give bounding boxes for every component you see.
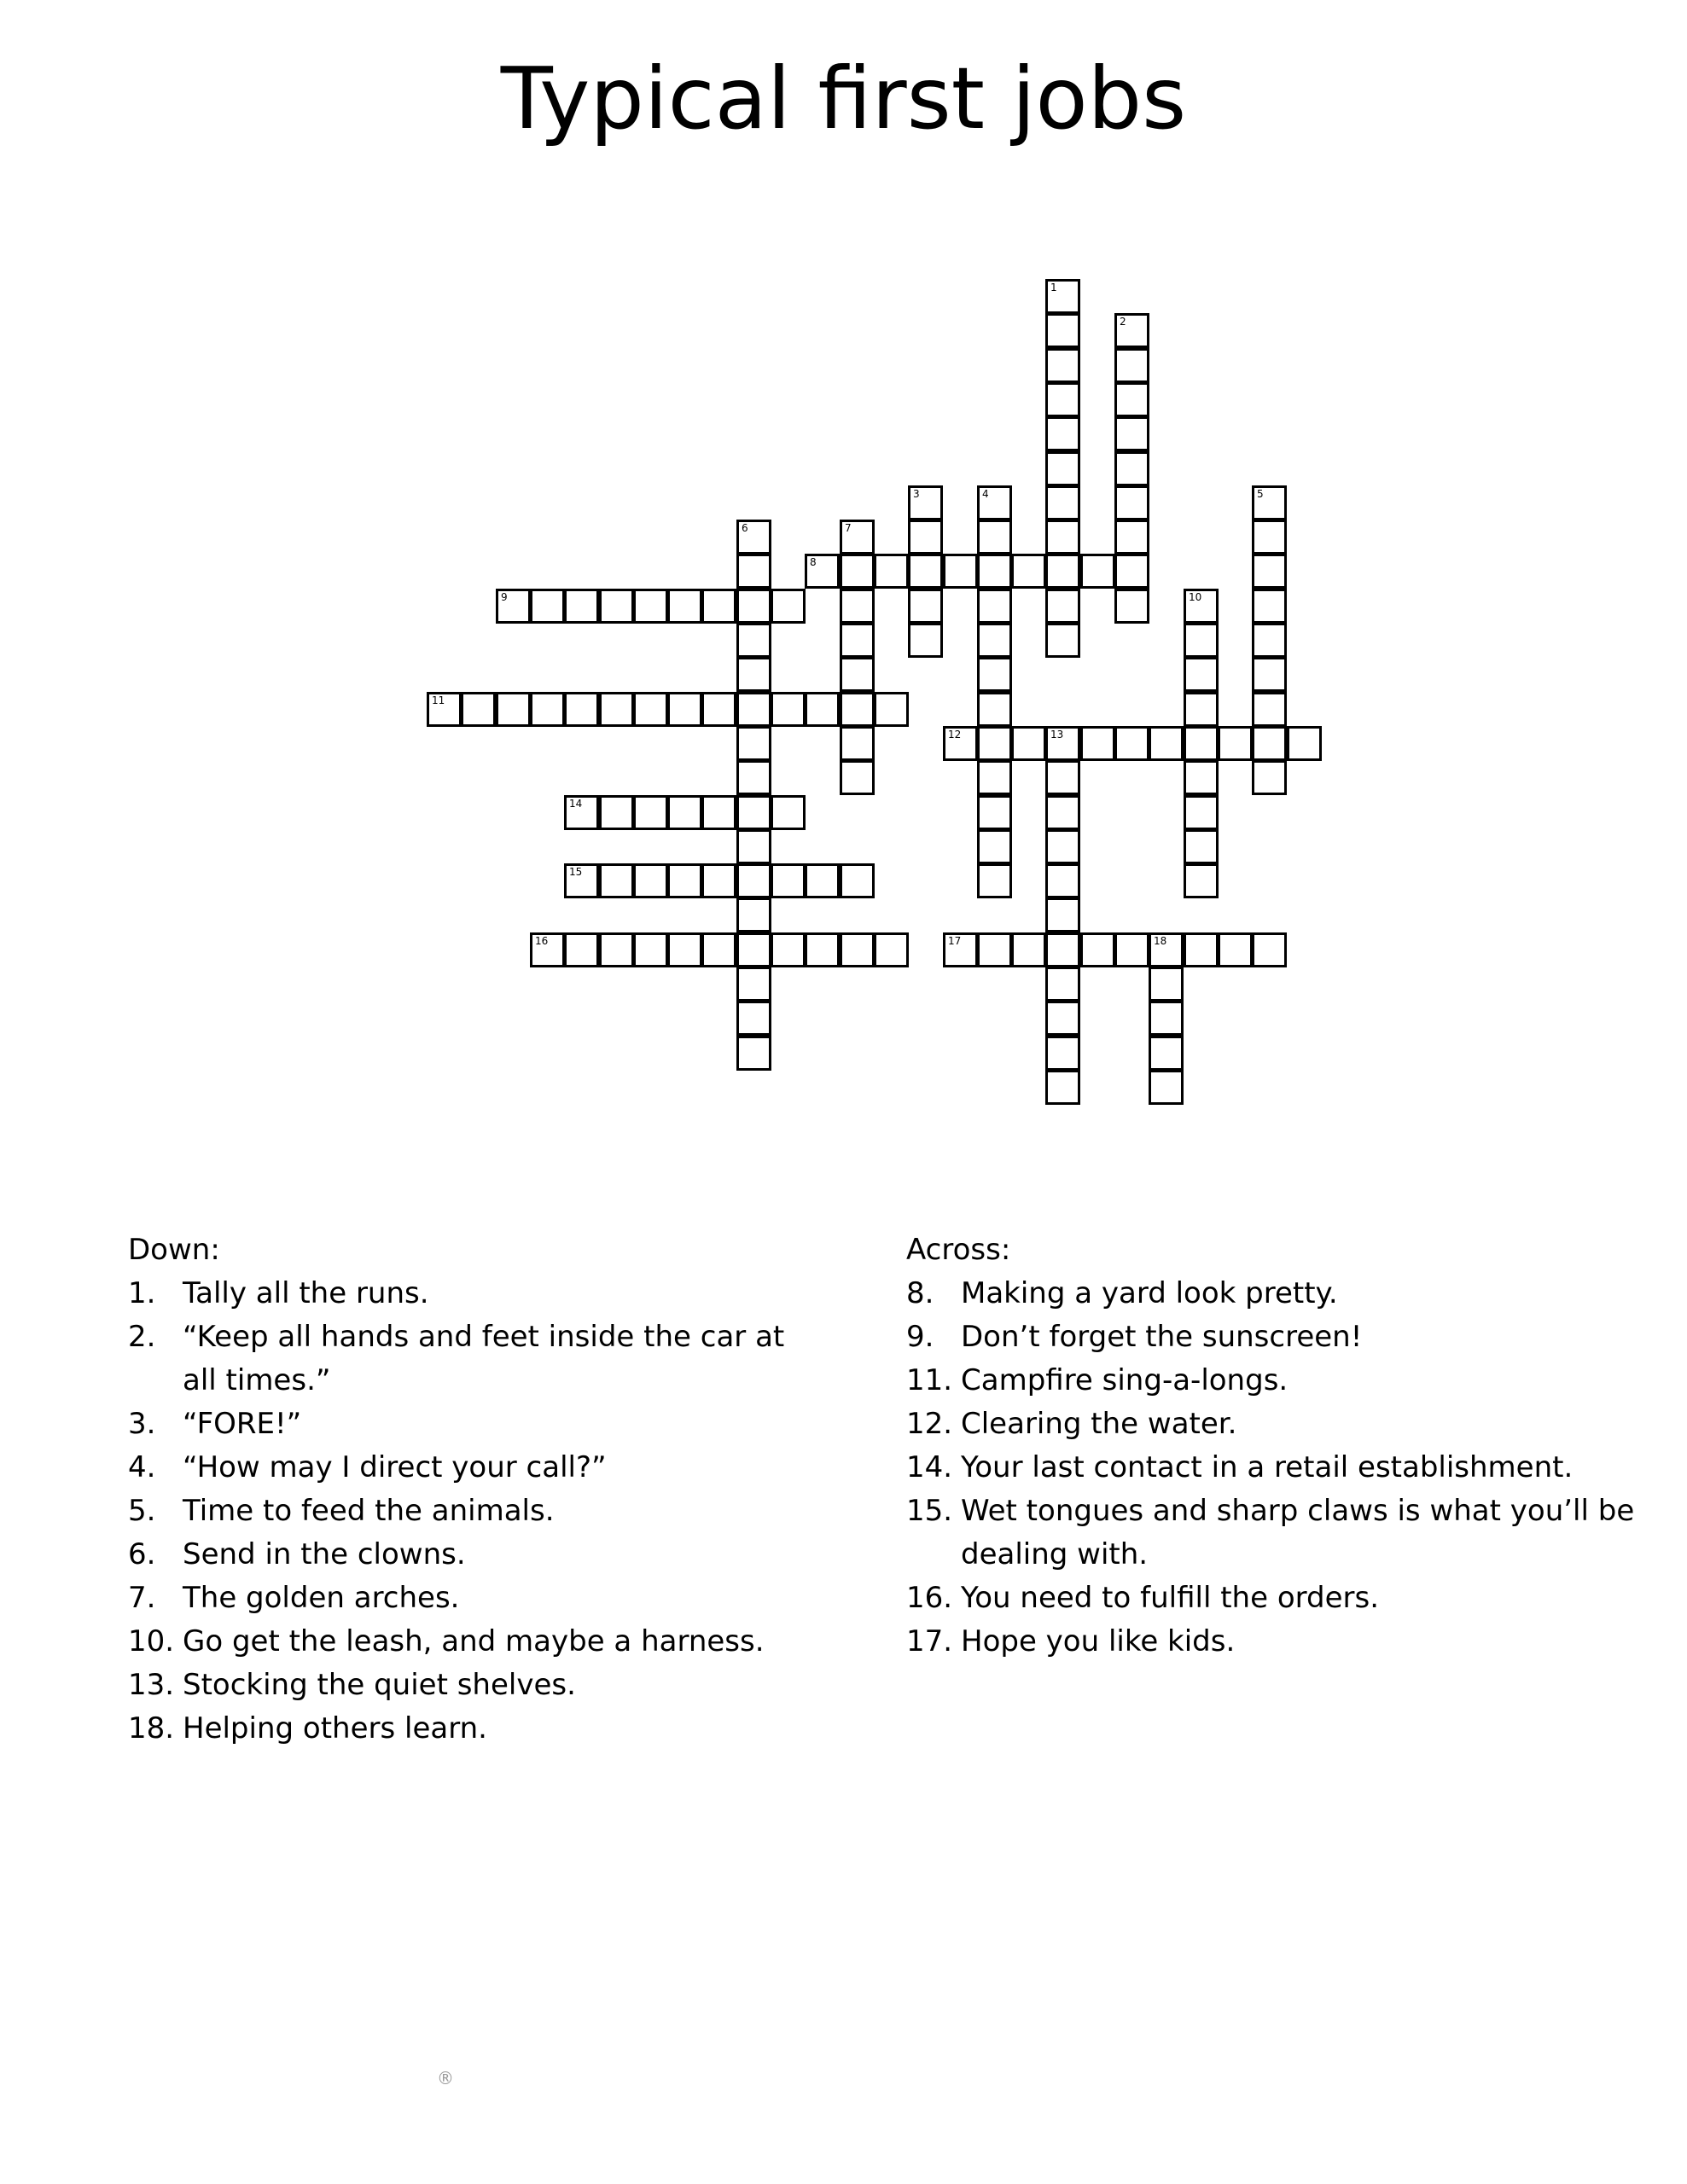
grid-cell[interactable] — [1045, 897, 1080, 932]
clue-item-number: 17. — [906, 1624, 953, 1658]
grid-cell[interactable] — [1149, 932, 1184, 967]
grid-cell[interactable] — [977, 657, 1012, 692]
grid-cell[interactable] — [1045, 313, 1080, 348]
clue-item — [128, 1620, 811, 1664]
grid-cell[interactable] — [977, 795, 1012, 830]
clue-number: 16 — [535, 935, 549, 947]
clue-item-text: Send in the clowns. — [183, 1537, 466, 1571]
clue-item — [128, 1577, 811, 1620]
grid-cell[interactable] — [805, 932, 840, 967]
grid-cell[interactable] — [1011, 932, 1046, 967]
clue-item-text: Don’t forget the sunscreen! — [961, 1320, 1363, 1354]
clue-number: 8 — [810, 556, 817, 568]
grid-cell[interactable] — [736, 863, 771, 898]
grid-cell[interactable] — [530, 589, 565, 624]
clue-item-text: Your last contact in a retail establishment. — [961, 1450, 1574, 1484]
clue-item-text: “How may I direct your call?” — [183, 1450, 607, 1484]
grid-cell[interactable] — [736, 932, 771, 967]
grid-cell[interactable] — [1114, 416, 1149, 451]
grid-cell[interactable] — [840, 692, 875, 727]
grid-cell[interactable] — [1149, 726, 1184, 761]
grid-cell[interactable] — [1045, 967, 1080, 1002]
clue-item-text: Time to feed the animals. — [183, 1494, 555, 1528]
grid-cell[interactable] — [564, 589, 599, 624]
grid-cell[interactable] — [701, 863, 736, 898]
grid-cell[interactable] — [977, 726, 1012, 761]
grid-cell[interactable] — [530, 692, 565, 727]
page-title: Typical first jobs — [500, 49, 1187, 148]
grid-cell[interactable] — [977, 589, 1012, 624]
clue-item-text: “FORE!” — [183, 1407, 302, 1441]
clue-item — [906, 1490, 1640, 1577]
grid-cell[interactable] — [908, 623, 943, 658]
grid-cell[interactable] — [1252, 554, 1287, 589]
grid-cell[interactable] — [1184, 623, 1219, 658]
grid-cell[interactable] — [874, 932, 909, 967]
grid-cell[interactable] — [977, 932, 1012, 967]
grid-cell[interactable] — [1184, 692, 1219, 727]
grid-cell[interactable] — [633, 863, 668, 898]
grid-cell[interactable] — [1184, 589, 1219, 624]
grid-cell[interactable] — [1252, 692, 1287, 727]
grid-cell[interactable] — [840, 589, 875, 624]
grid-cell[interactable] — [977, 520, 1012, 555]
grid-cell[interactable] — [1114, 520, 1149, 555]
clue-number: 9 — [501, 591, 508, 603]
clue-number: 2 — [1120, 316, 1126, 328]
clue-item — [906, 1403, 1640, 1446]
grid-cell[interactable] — [1045, 485, 1080, 520]
grid-cell[interactable] — [1252, 726, 1287, 761]
grid-cell[interactable] — [736, 795, 771, 830]
grid-cell[interactable] — [1184, 829, 1219, 864]
grid-cell[interactable] — [667, 692, 702, 727]
grid-cell[interactable] — [1114, 313, 1149, 348]
clue-item-text: Campfire sing-a-longs. — [961, 1363, 1289, 1397]
grid-cell[interactable] — [599, 932, 634, 967]
clue-number: 5 — [1257, 488, 1264, 500]
clue-number: 15 — [569, 866, 583, 878]
grid-cell[interactable] — [977, 829, 1012, 864]
grid-cell[interactable] — [633, 795, 668, 830]
grid-cell[interactable] — [1149, 1001, 1184, 1036]
grid-cell[interactable] — [1252, 485, 1287, 520]
clue-number: 13 — [1050, 729, 1064, 741]
clue-number: 6 — [742, 522, 748, 534]
grid-cell[interactable] — [1080, 726, 1115, 761]
clue-item — [128, 1664, 811, 1707]
grid-cell[interactable] — [1184, 657, 1219, 692]
grid-cell[interactable] — [1045, 829, 1080, 864]
grid-cell[interactable] — [564, 795, 599, 830]
grid-cell[interactable] — [736, 897, 771, 932]
grid-cell[interactable] — [736, 589, 771, 624]
clue-item — [906, 1316, 1640, 1359]
grid-cell[interactable] — [701, 692, 736, 727]
grid-cell[interactable] — [840, 726, 875, 761]
grid-cell[interactable] — [1045, 795, 1080, 830]
grid-cell[interactable] — [1045, 279, 1080, 314]
clue-item-text: Stocking the quiet shelves. — [183, 1668, 576, 1702]
grid-cell[interactable] — [977, 623, 1012, 658]
clue-number: 1 — [1050, 282, 1057, 293]
clue-item-number: 13. — [128, 1668, 175, 1702]
grid-cell[interactable] — [1184, 795, 1219, 830]
clue-item-text: Helping others learn. — [183, 1711, 487, 1745]
grid-cell[interactable] — [977, 692, 1012, 727]
grid-cell[interactable] — [701, 795, 736, 830]
clue-item-text: The golden arches. — [183, 1581, 460, 1615]
clue-item-number: 7. — [128, 1581, 156, 1615]
grid-cell[interactable] — [805, 554, 840, 589]
clue-number: 10 — [1189, 591, 1202, 603]
grid-cell[interactable] — [1045, 1070, 1080, 1105]
grid-cell[interactable] — [771, 932, 806, 967]
clue-item-number: 4. — [128, 1450, 156, 1484]
grid-cell[interactable] — [840, 932, 875, 967]
clue-item-text: Making a yard look pretty. — [961, 1276, 1338, 1310]
grid-cell[interactable] — [1252, 932, 1287, 967]
grid-cell[interactable] — [1184, 726, 1219, 761]
grid-cell[interactable] — [908, 520, 943, 555]
down-clues — [128, 1228, 811, 1751]
clue-item-number: 9. — [906, 1320, 934, 1354]
grid-cell[interactable] — [977, 863, 1012, 898]
grid-cell[interactable] — [1045, 1001, 1080, 1036]
grid-cell[interactable] — [1045, 760, 1080, 795]
clue-item-number: 15. — [906, 1494, 953, 1528]
grid-cell[interactable] — [840, 520, 875, 555]
clue-item-number: 14. — [906, 1450, 953, 1484]
clue-item — [128, 1533, 811, 1577]
grid-cell[interactable] — [1114, 589, 1149, 624]
grid-cell[interactable] — [1184, 932, 1219, 967]
clue-item-number: 12. — [906, 1407, 953, 1441]
grid-cell[interactable] — [599, 692, 634, 727]
across-clues — [906, 1228, 1640, 1664]
grid-cell[interactable] — [701, 589, 736, 624]
across-clue-list — [906, 1272, 1640, 1664]
clue-number: 3 — [913, 488, 920, 500]
grid-cell[interactable] — [736, 520, 771, 555]
grid-cell[interactable] — [1045, 382, 1080, 417]
clue-item — [128, 1707, 811, 1751]
grid-cell[interactable] — [874, 692, 909, 727]
grid-cell[interactable] — [1218, 726, 1253, 761]
clue-item-number: 16. — [906, 1581, 953, 1615]
grid-cell[interactable] — [1252, 623, 1287, 658]
grid-cell[interactable] — [736, 829, 771, 864]
grid-cell[interactable] — [874, 554, 909, 589]
grid-cell[interactable] — [1252, 520, 1287, 555]
grid-cell[interactable] — [805, 863, 840, 898]
grid-cell[interactable] — [1045, 932, 1080, 967]
grid-cell[interactable] — [771, 795, 806, 830]
grid-cell[interactable] — [1011, 726, 1046, 761]
grid-cell[interactable] — [943, 726, 978, 761]
clue-item-text: Tally all the runs. — [183, 1276, 429, 1310]
grid-cell[interactable] — [599, 795, 634, 830]
clue-item-text: Hope you like kids. — [961, 1624, 1236, 1658]
clue-item — [906, 1359, 1640, 1403]
clue-number: 17 — [948, 935, 962, 947]
clue-item — [906, 1272, 1640, 1316]
clue-item-number: 6. — [128, 1537, 156, 1571]
grid-cell[interactable] — [633, 589, 668, 624]
grid-cell[interactable] — [1114, 485, 1149, 520]
grid-cell[interactable] — [1114, 382, 1149, 417]
grid-cell[interactable] — [564, 932, 599, 967]
grid-cell[interactable] — [1252, 657, 1287, 692]
grid-cell[interactable] — [736, 967, 771, 1002]
clue-number: 18 — [1154, 935, 1167, 947]
grid-cell[interactable] — [1045, 451, 1080, 486]
clue-number: 4 — [982, 488, 989, 500]
grid-cell[interactable] — [1045, 623, 1080, 658]
clue-number: 14 — [569, 798, 583, 810]
grid-cell[interactable] — [1045, 554, 1080, 589]
grid-cell[interactable] — [427, 692, 462, 727]
grid-cell[interactable] — [1149, 967, 1184, 1002]
grid-cell[interactable] — [633, 692, 668, 727]
grid-cell[interactable] — [771, 692, 806, 727]
grid-cell[interactable] — [840, 623, 875, 658]
clue-item-number: 3. — [128, 1407, 156, 1441]
clue-item-number: 10. — [128, 1624, 175, 1658]
grid-cell[interactable] — [736, 623, 771, 658]
grid-cell[interactable] — [1114, 932, 1149, 967]
grid-cell[interactable] — [1114, 348, 1149, 383]
grid-cell[interactable] — [1184, 760, 1219, 795]
grid-cell[interactable] — [736, 657, 771, 692]
grid-cell[interactable] — [908, 589, 943, 624]
grid-cell[interactable] — [1149, 1036, 1184, 1071]
grid-cell[interactable] — [1149, 1070, 1184, 1105]
grid-cell[interactable] — [908, 554, 943, 589]
grid-cell[interactable] — [736, 692, 771, 727]
registered-mark: ® — [437, 2068, 454, 2088]
grid-cell[interactable] — [633, 932, 668, 967]
across-heading: Across: — [906, 1233, 1011, 1267]
clue-item-text: “Keep all hands and feet inside the car at all times.” — [183, 1320, 785, 1397]
grid-cell[interactable] — [1080, 554, 1115, 589]
clue-item — [128, 1272, 811, 1316]
grid-cell[interactable] — [1080, 932, 1115, 967]
grid-cell[interactable] — [1045, 1036, 1080, 1071]
grid-cell[interactable] — [564, 863, 599, 898]
grid-cell[interactable] — [736, 726, 771, 761]
grid-cell[interactable] — [1045, 348, 1080, 383]
grid-cell[interactable] — [1011, 554, 1046, 589]
clue-item-text: Go get the leash, and maybe a harness. — [183, 1624, 765, 1658]
clue-item — [906, 1620, 1640, 1664]
grid-cell[interactable] — [771, 863, 806, 898]
clue-number: 11 — [432, 694, 445, 706]
clue-item-number: 2. — [128, 1320, 156, 1354]
clue-item-number: 1. — [128, 1276, 156, 1310]
grid-cell[interactable] — [1045, 726, 1080, 761]
clue-item — [906, 1446, 1640, 1490]
clue-number: 12 — [948, 729, 962, 741]
clue-item-text: You need to fulfill the orders. — [961, 1581, 1379, 1615]
clue-item-text: Clearing the water. — [961, 1407, 1237, 1441]
grid-cell[interactable] — [667, 795, 702, 830]
grid-cell[interactable] — [496, 692, 531, 727]
grid-cell[interactable] — [840, 863, 875, 898]
grid-cell[interactable] — [736, 760, 771, 795]
grid-cell[interactable] — [1114, 554, 1149, 589]
grid-cell[interactable] — [736, 1036, 771, 1071]
grid-cell[interactable] — [1045, 416, 1080, 451]
grid-cell[interactable] — [1252, 589, 1287, 624]
clue-item-text: Wet tongues and sharp claws is what you’ll be dealing with. — [961, 1494, 1635, 1571]
clue-number: 7 — [845, 522, 852, 534]
grid-cell[interactable] — [530, 932, 565, 967]
clue-item-number: 11. — [906, 1363, 953, 1397]
grid-cell[interactable] — [667, 589, 702, 624]
down-heading: Down: — [128, 1233, 220, 1267]
grid-cell[interactable] — [667, 932, 702, 967]
grid-cell[interactable] — [736, 554, 771, 589]
grid-cell[interactable] — [977, 760, 1012, 795]
grid-cell[interactable] — [1287, 726, 1322, 761]
grid-cell[interactable] — [599, 589, 634, 624]
grid-cell[interactable] — [1045, 863, 1080, 898]
grid-cell[interactable] — [1218, 932, 1253, 967]
grid-cell[interactable] — [840, 554, 875, 589]
grid-cell[interactable] — [977, 554, 1012, 589]
grid-cell[interactable] — [701, 932, 736, 967]
grid-cell[interactable] — [1114, 726, 1149, 761]
down-clue-list — [128, 1272, 811, 1751]
grid-cell[interactable] — [736, 1001, 771, 1036]
grid-cell[interactable] — [1184, 863, 1219, 898]
grid-cell[interactable] — [771, 589, 806, 624]
grid-cell[interactable] — [496, 589, 531, 624]
grid-cell[interactable] — [599, 863, 634, 898]
clue-item-number: 5. — [128, 1494, 156, 1528]
clue-item — [906, 1577, 1640, 1620]
grid-cell[interactable] — [667, 863, 702, 898]
grid-cell[interactable] — [805, 692, 840, 727]
grid-cell[interactable] — [1045, 589, 1080, 624]
grid-cell[interactable] — [840, 657, 875, 692]
grid-cell[interactable] — [943, 932, 978, 967]
grid-cell[interactable] — [943, 554, 978, 589]
grid-cell[interactable] — [1252, 760, 1287, 795]
grid-cell[interactable] — [840, 760, 875, 795]
clue-item — [128, 1446, 811, 1490]
grid-cell[interactable] — [564, 692, 599, 727]
clue-item-number: 8. — [906, 1276, 934, 1310]
clue-item — [128, 1403, 811, 1446]
grid-cell[interactable] — [461, 692, 496, 727]
grid-cell[interactable] — [977, 485, 1012, 520]
clue-item — [128, 1316, 811, 1403]
grid-cell[interactable] — [908, 485, 943, 520]
clue-item-number: 18. — [128, 1711, 175, 1745]
grid-cell[interactable] — [1045, 520, 1080, 555]
grid-cell[interactable] — [1114, 451, 1149, 486]
clue-item — [128, 1490, 811, 1533]
